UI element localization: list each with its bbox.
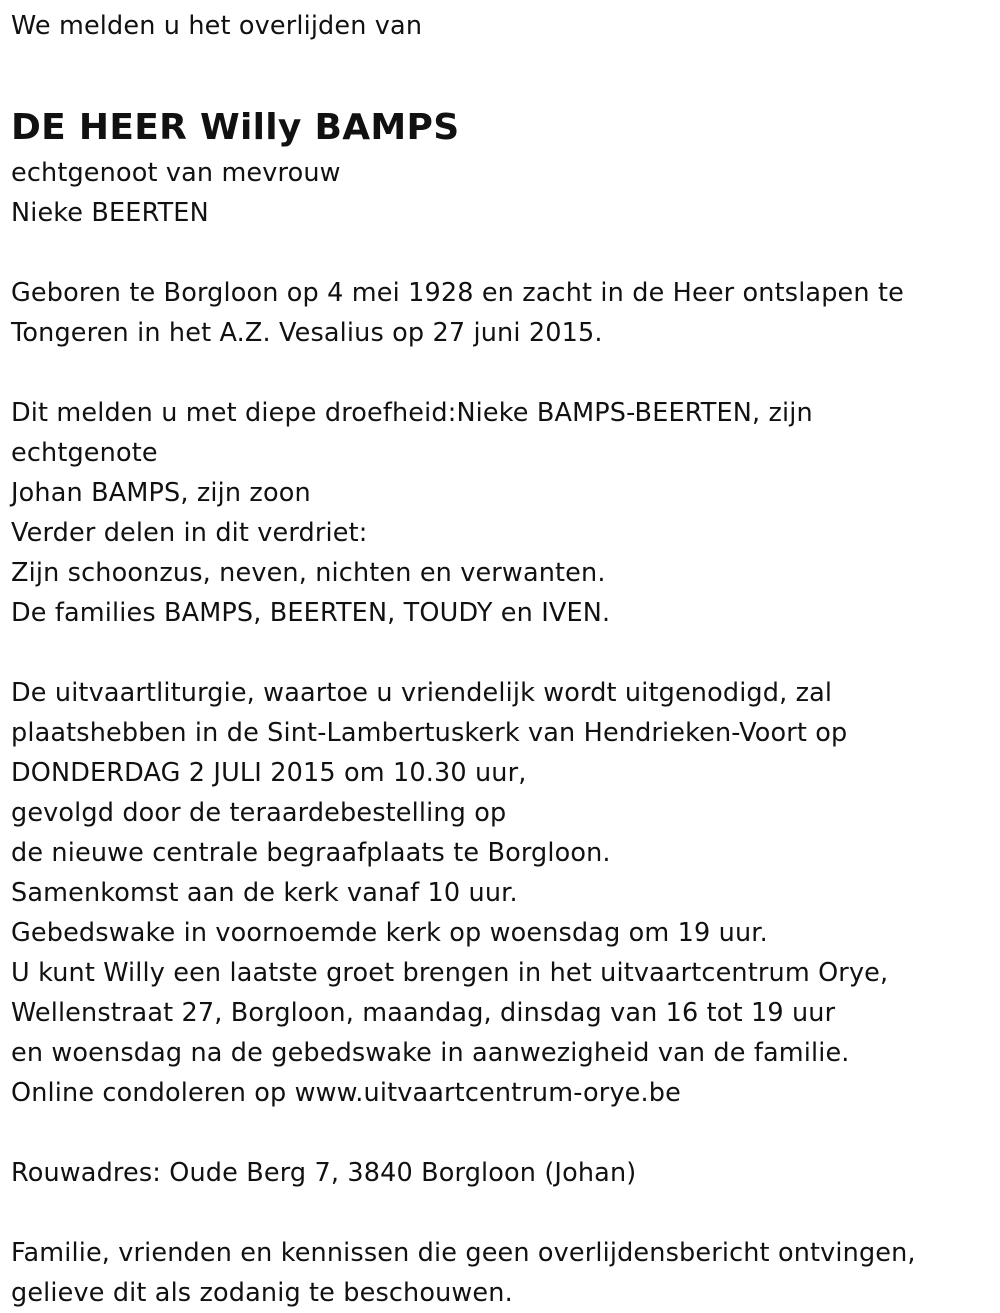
funeral-line: gevolgd door de teraardebestelling op: [11, 798, 507, 828]
mourners-line: Johan BAMPS, zijn zoon: [11, 478, 311, 508]
paragraph-gap: [11, 633, 996, 673]
funeral-line: DONDERDAG 2 JULI 2015 om 10.30 uur,: [11, 758, 527, 788]
mourners-line: echtgenote: [11, 438, 158, 468]
funeral-line: De uitvaartliturgie, waartoe u vriendelijk wordt uitgenodigd, zal: [11, 678, 833, 708]
condolence-line: Online condoleren op www.uitvaartcentrum-orye.be: [11, 1078, 681, 1108]
birth-death-line: Geboren te Borgloon op 4 mei 1928 en zacht in de Heer ontslapen te: [11, 278, 904, 308]
paragraph-gap: [11, 1193, 996, 1233]
funeral-line: Gebedswake in voornoemde kerk op woensdag om 19 uur.: [11, 918, 768, 948]
closing-line: gelieve dit als zodanig te beschouwen.: [11, 1278, 513, 1308]
paragraph-gap: [11, 353, 996, 393]
funeral-line: Samenkomst aan de kerk vanaf 10 uur.: [11, 878, 518, 908]
mourners-line: Zijn schoonzus, neven, nichten en verwanten.: [11, 558, 606, 588]
funeral-line: en woensdag na de gebedswake in aanwezigheid van de familie.: [11, 1038, 850, 1068]
closing-line: Familie, vrienden en kennissen die geen overlijdensbericht ontvingen,: [11, 1238, 916, 1268]
mourners-line: De families BAMPS, BEERTEN, TOUDY en IVEN.: [11, 598, 611, 628]
funeral-line: U kunt Willy een laatste groet brengen in het uitvaartcentrum Orye,: [11, 958, 889, 988]
mourners-line: Dit melden u met diepe droefheid:Nieke BAMPS-BEERTEN, zijn: [11, 398, 813, 428]
funeral-line: plaatshebben in de Sint-Lambertuskerk van Hendrieken-Voort op: [11, 718, 848, 748]
funeral-line: de nieuwe centrale begraafplaats te Borgloon.: [11, 838, 611, 868]
intro-text: We melden u het overlijden van: [11, 11, 423, 41]
spouse-name: Nieke BEERTEN: [11, 198, 209, 228]
funeral-line: Wellenstraat 27, Borgloon, maandag, dinsdag van 16 tot 19 uur: [11, 998, 836, 1028]
death-notice: [11, 0, 996, 1313]
deceased-name: DE HEER Willy BAMPS: [11, 107, 460, 148]
mourning-address: Rouwadres: Oude Berg 7, 3840 Borgloon (Johan): [11, 1158, 637, 1188]
mourners-line: Verder delen in dit verdriet:: [11, 518, 368, 548]
paragraph-gap: [11, 233, 996, 273]
spouse-line: echtgenoot van mevrouw: [11, 158, 341, 188]
paragraph-gap: [11, 1113, 996, 1153]
birth-death-line: Tongeren in het A.Z. Vesalius op 27 juni 2015.: [11, 318, 603, 348]
